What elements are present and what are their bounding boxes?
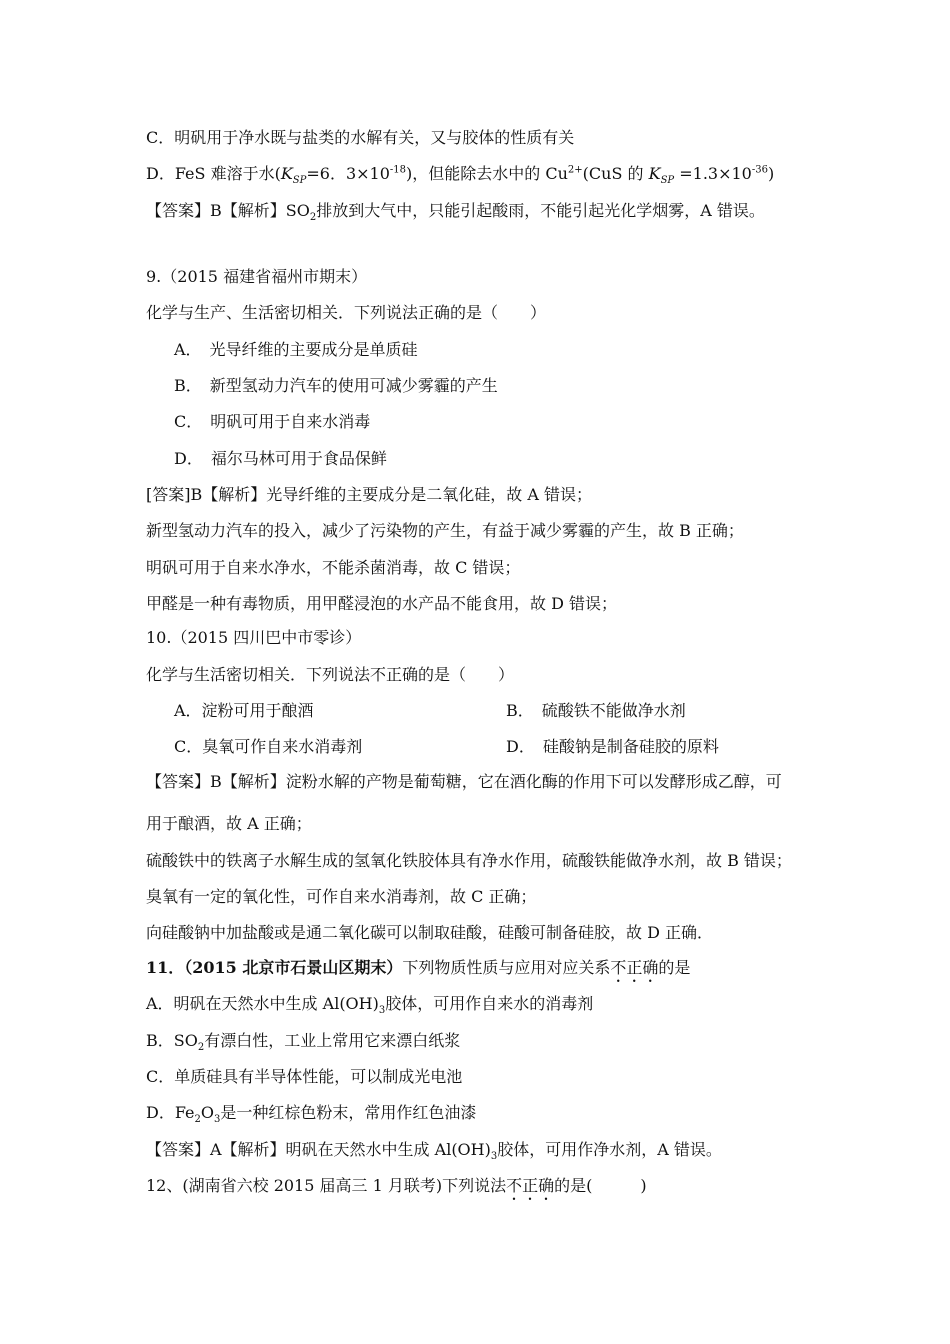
q11-option-c: C．单质硅具有半导体性能，可以制成光电池 [146,1067,463,1086]
q9-stem: 化学与生产、生活密切相关．下列说法正确的是（ ） [146,303,547,322]
q9-analysis-line: [答案]B【解析】光导纤维的主要成分是二氧化硅，故 A 错误； [146,485,592,504]
q9-analysis-line: 新型氢动力汽车的投入，减少了污染物的产生，有益于减少雾霾的产生，故 B 正确； [146,521,744,540]
q9-analysis-line: 明矾可用于自来水净水，不能杀菌消毒，故 C 错误； [146,558,521,577]
q11-header: 11．（2015 北京市石景山区期末）下列物质性质与应用对应关系不正确的是 [146,958,691,977]
q10-option-c: C．臭氧可作自来水消毒剂 [174,737,363,756]
q10-analysis-line: 硫酸铁中的铁离子水解生成的氢氧化铁胶体具有净水作用，硫酸铁能做净水剂，故 B 错误； [146,851,792,870]
q12-header: 12、(湖南省六校 2015 届高三 1 月联考)下列说法不正确的是( ) [146,1176,647,1195]
q11-option-b: B．$SO_2$有漂白性，工业上常用它来漂白纸浆 [146,1031,461,1054]
q10-analysis-line: 向硅酸钠中加盐酸或是通二氧化碳可以制取硅酸，硅酸可制备硅胶，故 D 正确． [146,923,714,942]
q11-answer: 【答案】A【解析】明矾在天然水中生成 $Al(OH)_3$胶体，可用作净水剂，A 错误。 [146,1140,722,1163]
q8-answer: 【答案】B【解析】$SO_2$排放到大气中，只能引起酸雨，不能引起光化学烟雾，A 错误。 [146,201,765,224]
q10-option-b: B． 硫酸铁不能做净水剂 [506,701,686,720]
q9-analysis-line: 甲醛是一种有毒物质，用甲醛浸泡的水产品不能食用，故 D 错误； [146,594,618,613]
q10-analysis-line: 臭氧有一定的氧化性，可作自来水消毒剂，故 C 正确； [146,887,537,906]
q10-analysis-line: 用于酿酒，故 A 正确； [146,814,312,833]
q10-option-d: D． 硅酸钠是制备硅胶的原料 [506,737,719,756]
q9-option-c: C． 明矾可用于自来水消毒 [174,412,371,431]
q11-option-d: D．$Fe_2O_3$是一种红棕色粉末，常用作红色油漆 [146,1103,477,1126]
q10-options-row-2 [174,736,874,758]
q9-option-b: B． 新型氢动力汽车的使用可减少雾霾的产生 [174,376,498,395]
q9-source: 9.（2015 福建省福州市期末） [146,267,368,286]
q8-option-d: D．FeS 难溶于水($K_{SP}=6$．$3\times 10^{-18}$)，但能除去水中的 $Cu^{2+}(CuS$ 的 $K_{SP} =1.3\times 10^{-36}$) [146,164,775,187]
q8-option-c: C．明矾用于净水既与盐类的水解有关，又与胶体的性质有关 [146,128,575,147]
q11-option-a: A．明矾在天然水中生成 $Al(OH)_3$胶体，可用作自来水的消毒剂 [146,994,594,1017]
q9-option-a: A． 光导纤维的主要成分是单质硅 [174,340,418,359]
q10-stem: 化学与生活密切相关．下列说法不正确的是（ ） [146,665,515,684]
q10-option-a: A．淀粉可用于酿酒 [174,701,314,720]
q10-analysis-line: 【答案】B【解析】淀粉水解的产物是葡萄糖，它在酒化酶的作用下可以发酵形成乙醇，可 [146,772,782,791]
q10-options-row-1 [174,700,874,722]
q9-option-d: D． 福尔马林可用于食品保鲜 [174,449,387,468]
q10-source: 10.（2015 四川巴中市零诊） [146,628,362,647]
